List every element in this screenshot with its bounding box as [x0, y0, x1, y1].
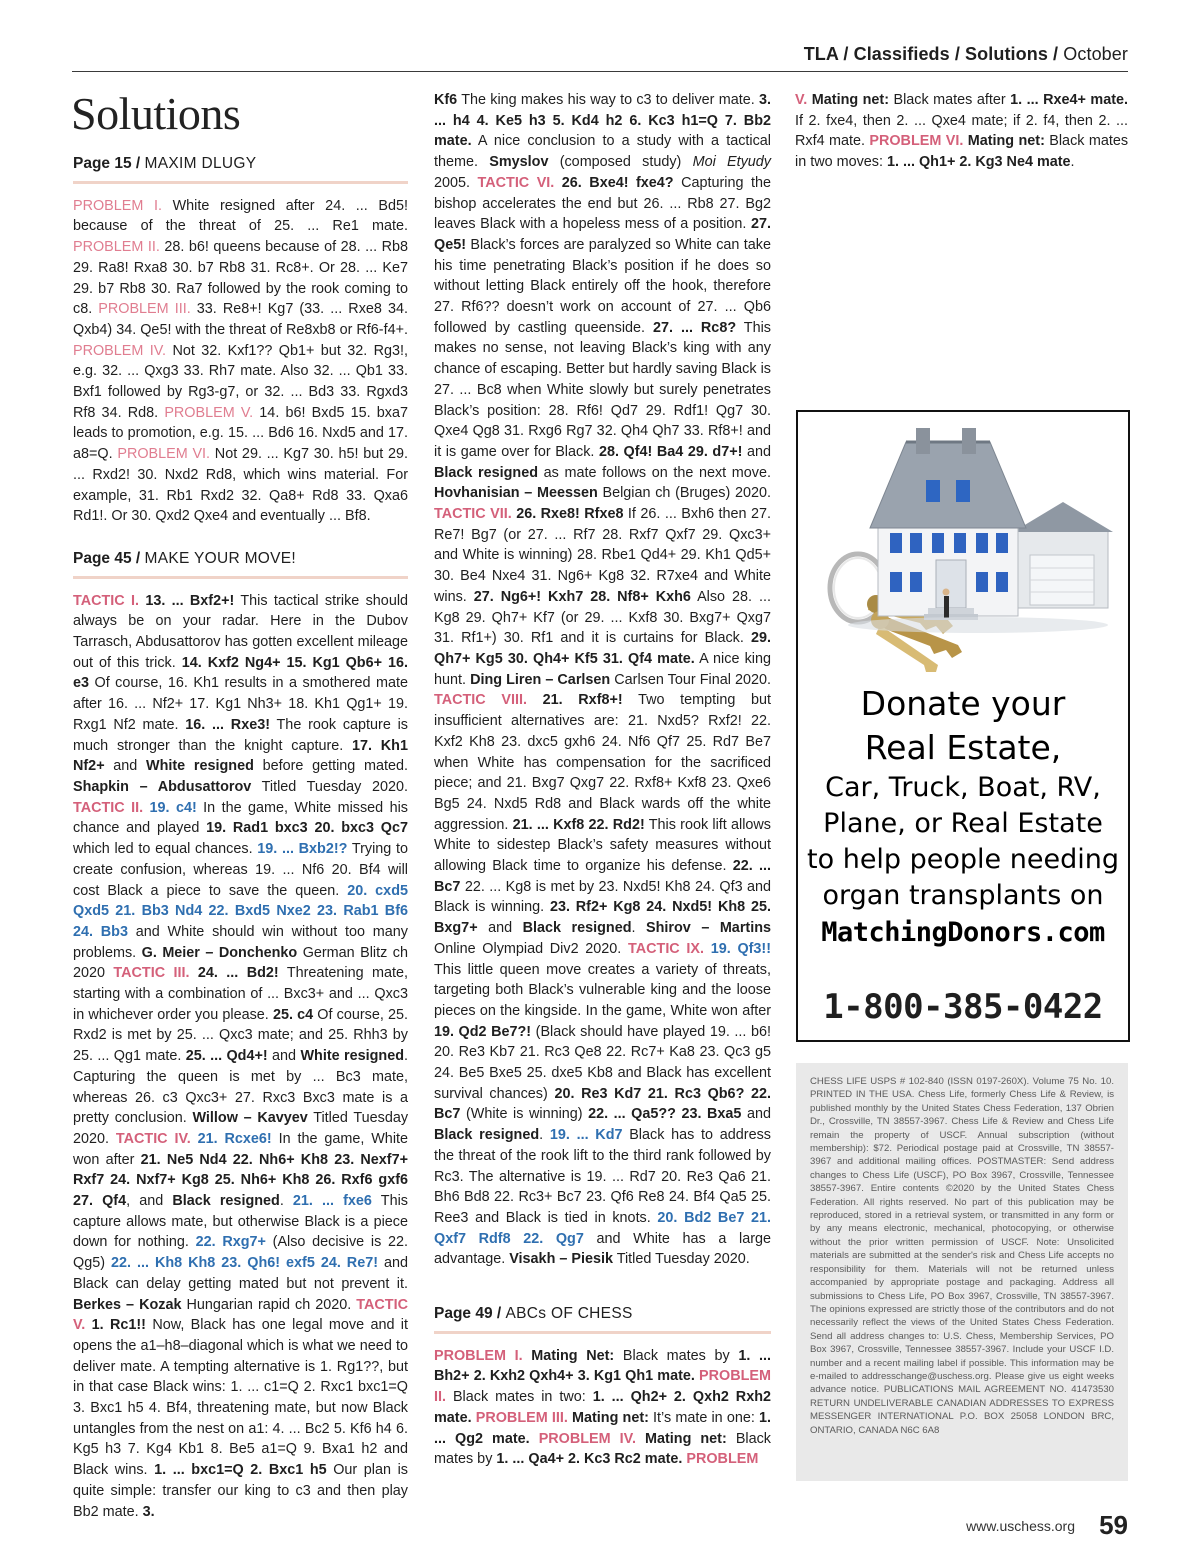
column-3 — [795, 90, 1128, 173]
section-head-page-15 — [73, 154, 408, 184]
solution-paragraph: TACTIC I. 13. ... Bxf2+! This tactical strike should always be on your radar. Here in the Dubov Tarrasch, Abdusattorov has gotten excellent mileage out of this trick. 14. Kxf2 Ng4+ 15. Kg1 Qb6+ 16. e3 Of course, 16. Kh1 results in a smothered mate after 16. ... Nf2+ 17. Kg1 Nh3+ 18. Kh1 Qg1+ 19. Rxg1 Nf2 mate. 16. ... Rxe3! The rook capture is much stronger than the knight capture. 17. Kh1 Nf2+ and White resigned before getting mated. Shapkin – Abdusattorov Titled Tuesday 2020. TACTIC II. 19. c4! In the game, White missed his chance and played 19. Rad1 bxc3 20. bxc3 Qc7 which led to equal chances. 19. ... Bxb2!? Trying to create confusion, whereas 19. ... Nf6 20. Bf4 will cost Black a piece to save the queen. 20. cxd5 Qxd5 21. Bb3 Nd4 22. Bxd5 Nxe2 23. Rab1 Bf6 24. Bb3 and White should win without too many problems. G. Meier – Donchenko German Blitz ch 2020 TACTIC III. 24. ... Bd2! Threatening mate, starting with a combination of ... Bxc3+ and ... Qxc3 in whichever order you please. 25. c4 Of course, 25. Rxd2 is met by 25. ... Qxc3 mate; and 25. Rhh3 by 25. ... Qg1 mate. 25. ... Qd4+! and White resigned. Capturing the queen is met by ... Bc3 mate, whereas 26. c3 Qxc3+ 27. Rxc3 Bxc3 mate is a pretty conclusion. Willow – Kavyev Titled Tuesday 2020. TACTIC IV. 21. Rcxe6! In the game, White won after 21. Ne5 Nd4 22. Nh6+ Kh8 23. Nexf7+ Rxf7 24. Nxf7+ Kg8 25. Nh6+ Kh8 26. Rxf6 gxf6 27. Qf4, and Black resigned. 21. ... fxe6 This capture allows mate, but otherwise Black is a piece down for nothing. 22. Rxg7+ (Also decisive is 22. Qg5) 22. ... Kh8 Kh8 23. Qh6! exf5 24. Re7! and Black can delay getting mated but not prevent it. Berkes – Kozak Hungarian rapid ch 2020. TACTIC V. 1. Rc1!! Now, Black has one legal move and it opens the a1–h8–diagonal which is what we need to deliver mate. A tempting alternative is 1. Rg1??, but in that case Black wins: 1. ... c1=Q 2. Rxc1 bxc1=Q 3. Bxc1 h5 4. Bf4, threatening mate, but now Black untangles from the nest on a1: 4. ... Bc2 5. Kf6 h4 6. Kg5 h3 7. Kg4 Kb1 8. Be5 a1=Q 9. Bxa1 h2 and Black wins. 1. ... bxc1=Q 2. Bxc1 h5 Our plan is quite simple: transfer our king to c3 and then play Bb2 mate. 3. — [73, 592, 409, 1520]
ad-copy — [798, 682, 1128, 952]
section-head-page-49 — [434, 1304, 771, 1334]
page-title: Solutions — [71, 88, 241, 139]
column-1 — [73, 88, 408, 1522]
header-rule — [72, 71, 1128, 72]
section-page-ref: Page 15 / — [73, 155, 141, 172]
garage — [1013, 502, 1113, 608]
section-name: ABCs OF CHESS — [505, 1305, 633, 1323]
ad-line-5: to help people needing — [807, 844, 1119, 875]
section-name: MAXIM DLUGY — [144, 155, 257, 172]
section-head-page-45 — [73, 549, 408, 579]
ad-headline-1: Donate your — [860, 684, 1066, 723]
ad-line-6: organ transplants on — [822, 880, 1104, 911]
house-keys-image — [808, 420, 1118, 674]
ad-headline-2: Real Estate, — [864, 728, 1062, 767]
section-page-ref: Page 49 / — [434, 1305, 502, 1323]
header-sections: TLA / Classifieds / Solutions / — [803, 44, 1059, 64]
ad-phone-number[interactable]: 1-800-385-0422 — [823, 987, 1103, 1027]
header-month: October — [1063, 44, 1128, 64]
section-page-ref: Page 45 / — [73, 549, 141, 567]
solution-paragraph: PROBLEM I. White resigned after 24. ... Bd5! because of the threat of 25. ... Re1 mate. PROBLEM II. 28. b6! queens because of 28. ... Rb8 29. Ra8! Rxa8 30. b7 Rb8 31. Rc8+. Or 28. ... Ke7 29. b7 Rb8 30. Ra7 followed by the rook coming to c8. PROBLEM III. 33. Re8+! Kg7 (33. ... Rxe8 34. Qxb4) 34. Qe5! with the threat of Re8xb8 or Rf6-f4+. PROBLEM IV. Not 32. Kxf1?? Qb1+ but 32. Rg3!, e.g. 32. ... Qxg3 33. Rh7 mate. Also 32. ... Qb1 33. Bxf1 followed by Rg3-g7, or 32. ... Bd3 33. Rgxd3 Rf8 34. Rd8. PROBLEM V. 14. b6! Bxd5 15. bxa7 leads to promotion, e.g. 15. ... Bd6 16. Nxd5 and 17. a8=Q. PROBLEM VI. Not 29. ... Kg7 30. h5! but 29. ... Rxd2! 30. Nxd2 Rd8, which wins material. For example, 31. Rb1 Rxd2 32. Qa8+ Rd8 33. Qxa6 Rd1!. Or 30. Qxd2 Qxe4 and eventually ... Bf8. — [73, 197, 409, 525]
solution-paragraph: Kf6 The king makes his way to c3 to deliver mate. 3. ... h4 4. Ke5 h3 5. Kd4 h2 6. Kc3 h1=Q 7. Bb2 mate. A nice conclusion to a study with a tactical theme. Smyslov (composed study) Moi Etyudy 2005. TACTIC VI. 26. Bxe4! fxe4? Capturing the bishop accelerates the end but 26. ... Rb8 27. Bg2 leaves Black with a hopeless mess of a position. 27. Qe5! Black’s forces are paralyzed so White can take his time penetrating Black’s position if he does so without letting Black entirely off the hook, therefore 27. Rf6?? doesn’t work on account of 27. ... Qb6 followed by castling queenside. 27. ... Rc8? This makes no sense, not leaving Black’s king with any chance of escaping. Better but hardly saving Black is 27. ... Bc8 when White slowly but surely penetrates Black’s position: 28. Rf6! Qd7 29. Rdf1! Qg7 30. Qxe4 Qg8 31. Rxg6 Rg7 32. Qh4 Qh7 33. Rf8+! and it is game over for Black. 28. Qf4! Ba4 29. d7+! and Black resigned as mate follows on the next move. Hovhanisian – Meessen Belgian ch (Bruges) 2020. TACTIC VII. 26. Rxe8! Rfxe8 If 26. ... Bxh6 then 27. Re7! Bg7 (or 27. ... Rf7 28. Rxf7 Qxf7 29. Qxc3+ and White is winning) 28. Rbe1 Qd4+ 29. Kh1 Qd5+ 30. Be4 Nxe4 31. Ng6+ Kg8 32. R7xe4 and White wins. 27. Ng6+! Kxh7 28. Nf8+ Kxh6 Also 28. ... Kg8 29. Qh7+ Kf7 (or 29. ... Kxf8 30. Bxg7+ Qxg7 31. Rf1+) 30. Rf1 and it is curtains for Black. 29. Qh7+ Kg5 30. Qh4+ Kf5 31. Qf4 mate. A nice king hunt. Ding Liren – Carlsen Carlsen Tour Final 2020. TACTIC VIII. 21. Rxf8+! Two tempting but insufficient alternatives are: 21. Nxd5? Rxf2! 22. Kxf2 Kh8 23. dxc5 gxh6 24. Nf6 Qf7 25. Rd7 Be7 when White has compensation for the sacrificed piece; and 21. Bxg7 Qxg7 22. Rxf8+ Kxf8 23. Qxe6 Bg5 24. Nxd5 Rd8 and Black wards off the white aggression. 21. ... Kxf8 22. Rd2! This rook lift allows White to sidestep Black’s safety measures without allowing Black time to organize his defense. 22. ... Bc7 22. ... Kg8 is met by 23. Nxd5! Kh8 24. Qf3 and Black is winning. 23. Rf2+ Kg8 24. Nxd5! Kh8 25. Bxg7+ and Black resigned. Shirov – Martins Online Olympiad Div2 2020. TACTIC IX. 19. Qf3!! This little queen move creates a variety of threats, targeting both Black’s vulnerable king and the loose pieces on the kingside. In the game, White won after 19. Qd2 Be7?! (Black should have played 19. ... b6! 20. Re3 Kb7 21. Rc3 Qe8 22. Rc7+ Ka8 23. Qc3 g5 24. Be5 Bxe5 25. dxe5 Kb8 and Black has excellent survival chances) 20. Re3 Kd7 21. Rc3 Qb6? 22. Bc7 (White is winning) 22. ... Qa5?? 23. Bxa5 and Black resigned. 19. ... Kd7 Black has to address the threat of the rook lift to the third rank followed by Rc3. The alternative is 19. ... Rd7 20. Re3 Qa6 21. Bh6 Bd8 22. Rc3+ Bc7 23. Qf6 Re8 24. Bf4 Qa5 25. Ree3 and Black is tied in knots. 20. Bd2 Be7 21. Qxf7 Rdf8 22. Qg7 and White has a large advantage. Visakh – Piesik Titled Tuesday 2020. — [434, 92, 772, 1268]
ground-shadow — [848, 617, 1108, 633]
solution-paragraph: PROBLEM I. Mating Net: Black mates by 1. ... Bh2+ 2. Kxh2 Qxh4+ 3. Kg1 Qh1 mate. PROBLEM II. Black mates in two: 1. ... Qh2+ 2. Qxh2 Rxh2 mate. PROBLEM III. Mating net: It’s mate in one: 1. ... Qg2 mate. PROBLEM IV. Mating net: Black mates by 1. ... Qa4+ 2. Kc3 Rc2 mate. PROBLEM — [434, 1347, 772, 1468]
advertisement[interactable] — [796, 410, 1130, 1042]
footer-url[interactable]: www.uschess.org — [966, 1518, 1075, 1534]
ad-line-3: Car, Truck, Boat, RV, — [825, 772, 1101, 803]
ad-line-4: Plane, or Real Estate — [823, 808, 1103, 839]
colophon: CHESS LIFE USPS # 102-840 (ISSN 0197-260X). Volume 75 No. 10. PRINTED IN THE USA. Chess Life, formerly Chess Life & Review, is published monthly by the United States Chess Federation, 137 Obrien Dr., Crossville, TN 38557-3967. Chess Life & Review and Chess Life remain the property of USCF. Annual subscription (without membership): $72. Periodical postage paid at Crossville, TN 38557-3967 and additional mailing offices. POSTMASTER: Send address changes to Chess Life (USCF), PO Box 3967, Crossville, Tennessee 38557-3967. Entire contents ©2020 by the United States Chess Federation. All rights reserved. No part of this publication may be reproduced, stored in a retrieval system, or transmitted in any form or by any means electronic, mechanical, photocopying, or otherwise without the prior written permission of USCF. Note: Unsolicited materials are submitted at the sender's risk and Chess Life accepts no responsibility for them. Materials will not be returned unless accompanied by appropriate postage and packaging. Address all submissions to Chess Life, PO Box 3967, Crossville, TN 38557-3967. The opinions expressed are strictly those of the contributors and do not necessarily reflect the views of the United States Chess Federation. Send all address changes to: U.S. Chess, Membership Services, PO Box 3967, Crossville, Tennessee 38557-3967. Include your USCF I.D. number and a recent mailing label if possible. This information may be e-mailed to addresschange@uschess.org. Please give us eight weeks advance notice. PUBLICATIONS MAIL AGREEMENT NO. 41473530 RETURN UNDELIVERABLE CANADIAN ADDRESSES TO EXPRESS MESSENGER INTERNATIONAL P.O. BOX 25058 LONDON BRC, ONTARIO, CANADA N6C 6A8 — [796, 1063, 1128, 1481]
page-number: 59 — [1099, 1510, 1128, 1540]
running-header — [804, 44, 1128, 65]
section-name: MAKE YOUR MOVE! — [144, 549, 297, 567]
solution-paragraph: V. Mating net: Black mates after 1. ... Rxe4+ mate. If 2. fxe4, then 2. ... Qxe4 mate; if 2. f4, then 2. ... Rxf4 mate. PROBLEM VI. Mating net: Black mates in two moves: 1. ... Qh1+ 2. Kg3 Ne4 mate. — [795, 92, 1129, 171]
ad-website-link[interactable]: MatchingDonors.com — [821, 917, 1105, 948]
column-2 — [434, 90, 771, 1470]
